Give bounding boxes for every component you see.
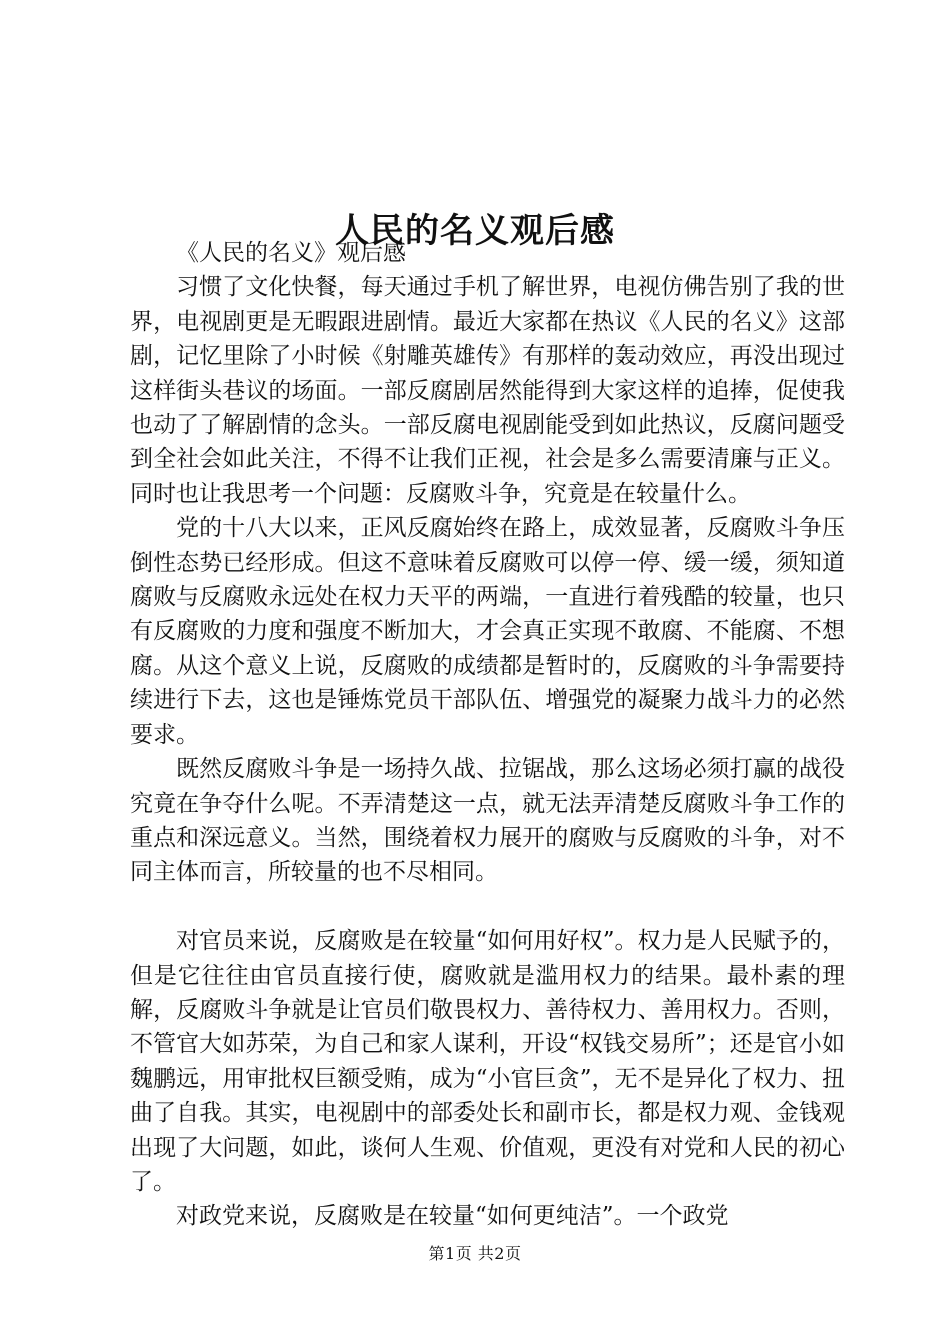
body-paragraph: 党的十八大以来，正风反腐始终在路上，成效显著，反腐败斗争压倒性态势已经形成。但这不意味着反腐败可以停一停、缓一缓，须知道腐败与反腐败永远处在权力天平的两端，一直进行着残酷的较量，也只有反腐败的力度和强度不断加大，才会真正实现不敢腐、不能腐、不想腐。从这个意义上说，反腐败的成绩都是暂时的，反腐败的斗争需要持续进行下去，这也是锤炼党员干部队伍、增强党的凝聚力战斗力的必然要求。 — [130, 515, 845, 748]
page-title: 人民的名义观后感 — [335, 210, 615, 251]
body-paragraph: 对政党来说，反腐败是在较量“如何更纯洁”。一个政党 — [176, 1203, 729, 1230]
document-body — [130, 236, 845, 1234]
paragraph-spacer — [130, 890, 845, 924]
body-paragraph: 习惯了文化快餐，每天通过手机了解世界，电视仿佛告别了我的世界，电视剧更是无暇跟进剧情。最近大家都在热议《人民的名义》这部剧，记忆里除了小时候《射雕英雄传》有那样的轰动效应，再没出现过这样街头巷议的场面。一部反腐剧居然能得到大家这样的追捧，促使我也动了了解剧情的念头。一部反腐电视剧能受到如此热议，反腐问题受到全社会如此关注，不得不让我们正视，社会是多么需要清廉与正义。同时也让我思考一个问题：反腐败斗争，究竟是在较量什么。 — [130, 274, 845, 507]
page-footer: 第1页 共2页 — [428, 1244, 522, 1263]
body-paragraph: 既然反腐败斗争是一场持久战、拉锯战，那么这场必须打赢的战役究竟在争夺什么呢。不弄清楚这一点，就无法弄清楚反腐败斗争工作的重点和深远意义。当然，围绕着权力展开的腐败与反腐败的斗争，对不同主体而言，所较量的也不尽相同。 — [130, 756, 845, 886]
subtitle-paragraph: 《人民的名义》观后感 — [176, 240, 406, 266]
body-paragraph: 对官员来说，反腐败是在较量“如何用好权”。权力是人民赋予的，但是它往往由官员直接行使，腐败就是滥用权力的结果。最朴素的理解，反腐败斗争就是让官员们敬畏权力、善待权力、善用权力。否则，不管官大如苏荣，为自己和家人谋利，开设“权钱交易所”；还是官小如魏鹏远，用审批权巨额受贿，成为“小官巨贪”，无不是异化了权力、扭曲了自我。其实，电视剧中的部委处长和副市长，都是权力观、金钱观出现了大问题，如此，谈何人生观、价值观，更没有对党和人民的初心了。 — [130, 928, 845, 1195]
